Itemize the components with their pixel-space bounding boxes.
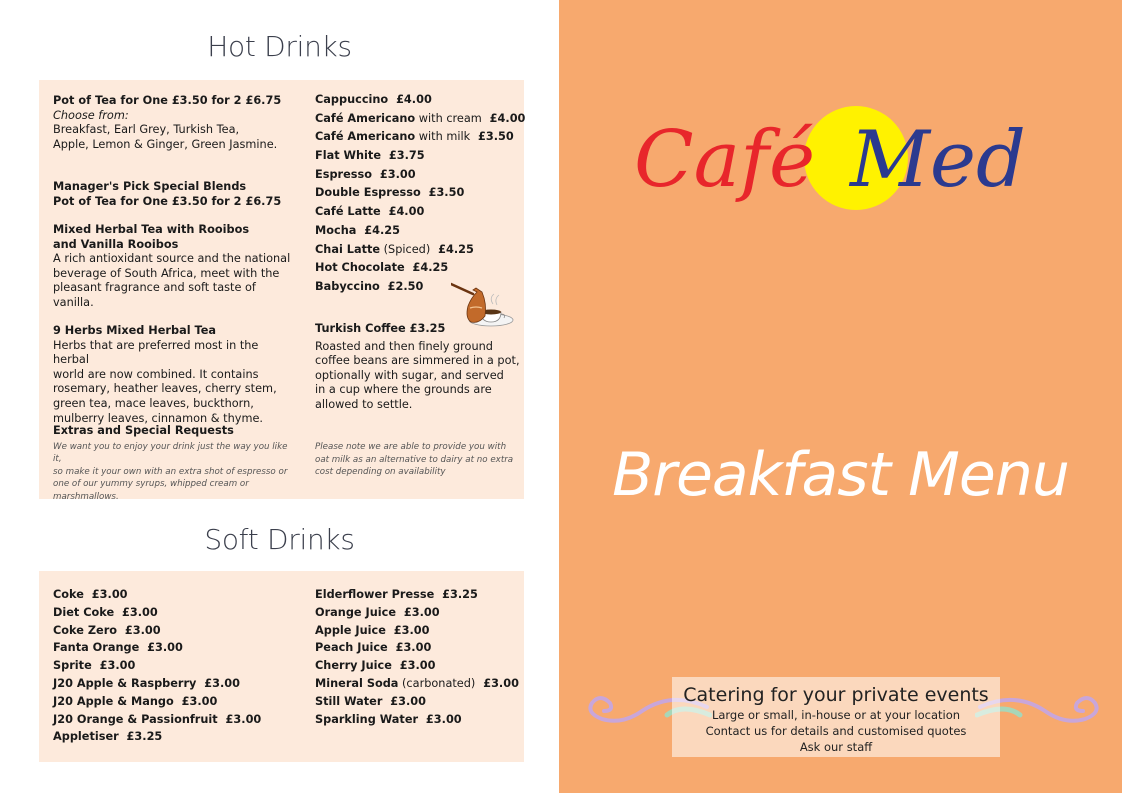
soft-drink-item-price: £3.00 bbox=[387, 641, 432, 655]
soft-drink-item bbox=[53, 677, 298, 695]
coffee-item-price: £4.25 bbox=[430, 242, 474, 256]
herbal-rooibos-desc2: beverage of South Africa, meet with the bbox=[53, 266, 280, 280]
soft-right-column bbox=[315, 588, 520, 730]
coffee-item bbox=[315, 168, 520, 187]
manager-pick-block bbox=[53, 180, 293, 209]
soft-drink-item-price: £3.00 bbox=[475, 676, 519, 690]
soft-drink-item bbox=[315, 695, 520, 713]
coffee-item-note: (Spiced) bbox=[380, 242, 431, 256]
turkish-coffee-title: Turkish Coffee £3.25 bbox=[315, 322, 446, 335]
soft-drink-item-price: £3.00 bbox=[114, 605, 158, 619]
nine-herbs-block bbox=[53, 324, 293, 426]
coffee-item-price: £4.00 bbox=[481, 111, 526, 125]
coffee-item bbox=[315, 149, 520, 168]
nine-herbs-title: 9 Herbs Mixed Herbal Tea bbox=[53, 324, 216, 337]
coffee-item bbox=[315, 186, 520, 205]
soft-drink-item-name: Cherry Juice bbox=[315, 659, 392, 673]
coffee-item-price: £4.00 bbox=[380, 205, 425, 219]
coffee-item-price: £2.50 bbox=[379, 279, 424, 293]
soft-drink-item-name: Appletiser bbox=[53, 730, 119, 744]
coffee-item-name: Espresso bbox=[315, 167, 372, 181]
soft-drinks-title: Soft Drinks bbox=[204, 523, 355, 556]
extras-desc2: so make it your own with an extra shot of espresso or bbox=[53, 466, 288, 477]
herbal-rooibos-desc4: vanilla. bbox=[53, 295, 94, 309]
soft-drink-item-name: Mineral Soda bbox=[315, 676, 399, 690]
turkish-coffee-block bbox=[315, 322, 520, 413]
extras-block bbox=[53, 424, 293, 503]
herbal-rooibos-title1: Mixed Herbal Tea with Rooibos bbox=[53, 223, 250, 236]
turkish-desc5: allowed to settle. bbox=[315, 397, 413, 411]
soft-drink-item bbox=[53, 713, 298, 731]
soft-drink-item bbox=[53, 695, 298, 713]
coffee-item-note: with cream bbox=[415, 111, 482, 125]
pot-of-tea-title: Pot of Tea for One £3.50 for 2 £6.75 bbox=[53, 94, 282, 107]
nine-herbs-desc2: world are now combined. It contains bbox=[53, 367, 259, 381]
hot-drinks-title: Hot Drinks bbox=[207, 30, 352, 63]
nine-herbs-desc5: mulberry leaves, cinnamon & thyme. bbox=[53, 411, 263, 425]
turkish-desc4: in a cup where the grounds are bbox=[315, 383, 492, 397]
soft-drink-item bbox=[315, 641, 520, 659]
soft-drink-item-name: Apple Juice bbox=[315, 623, 386, 637]
herbal-rooibos-desc1: A rich antioxidant source and the national bbox=[53, 252, 291, 266]
oat-note1: Please note we are able to provide you with bbox=[315, 442, 507, 452]
soft-drink-item-price: £3.00 bbox=[196, 676, 241, 690]
coffee-item-name: Hot Chocolate bbox=[315, 261, 405, 275]
soft-drink-item-name: J20 Apple & Raspberry bbox=[53, 676, 197, 690]
soft-drink-item bbox=[53, 659, 298, 677]
coffee-item-name: Café Americano bbox=[315, 111, 416, 125]
catering-title: Catering for your private events bbox=[683, 684, 989, 706]
turkish-desc1: Roasted and then finely ground bbox=[315, 339, 493, 353]
soft-drink-item-price: £3.00 bbox=[117, 623, 161, 637]
coffee-item-name: Flat White bbox=[315, 149, 381, 163]
coffee-item-price: £3.75 bbox=[380, 149, 425, 163]
soft-drink-item-price: £3.25 bbox=[118, 730, 163, 744]
soft-drink-item-name: Diet Coke bbox=[53, 605, 115, 619]
turkish-coffee-description bbox=[315, 340, 520, 413]
oat-milk-note bbox=[315, 441, 525, 479]
coffee-item-price: £4.25 bbox=[404, 261, 449, 275]
oat-note3: cost depending on availability bbox=[315, 467, 446, 477]
soft-drink-item-price: £3.00 bbox=[173, 694, 218, 708]
choose-from-label: Choose from: bbox=[53, 108, 129, 122]
coffee-item-price: £4.25 bbox=[356, 223, 400, 237]
soft-drink-item bbox=[53, 624, 298, 642]
soft-drink-item-price: £3.00 bbox=[217, 712, 262, 726]
coffee-list bbox=[315, 93, 526, 299]
coffee-item-name: Mocha bbox=[315, 223, 357, 237]
soft-drink-item-price: £3.00 bbox=[391, 659, 436, 673]
soft-left-column bbox=[53, 588, 298, 748]
soft-drink-item-name: Elderflower Presse bbox=[315, 588, 435, 601]
catering-line2: Contact us for details and customised quotes bbox=[705, 724, 967, 738]
soft-drink-item-price: £3.00 bbox=[396, 605, 440, 619]
hot-drinks-panel bbox=[39, 80, 526, 502]
soft-drink-item-name: Sparkling Water bbox=[315, 712, 419, 726]
tea-options-line2: Apple, Lemon & Ginger, Green Jasmine. bbox=[53, 137, 278, 151]
soft-drink-item bbox=[315, 606, 520, 624]
coffee-item-price: £3.50 bbox=[470, 130, 514, 144]
coffee-item bbox=[315, 243, 520, 262]
coffee-item-name: Double Espresso bbox=[315, 186, 421, 200]
soft-drink-item bbox=[315, 659, 520, 677]
turkish-desc2: coffee beans are simmered in a pot, bbox=[315, 354, 520, 368]
soft-drink-item bbox=[53, 641, 298, 659]
extras-desc4: marshmallows. bbox=[53, 491, 119, 502]
coffee-item bbox=[315, 130, 520, 149]
coffee-item-name: Cappuccino bbox=[315, 93, 389, 106]
manager-pick-title: Manager's Pick Special Blends bbox=[53, 180, 247, 193]
breakfast-menu-title: Breakfast Menu bbox=[612, 440, 1069, 510]
nine-herbs-desc4: green tea, mace leaves, buckthorn, bbox=[53, 396, 254, 410]
extras-description bbox=[53, 441, 293, 504]
soft-drink-item-name: J20 Apple & Mango bbox=[53, 694, 174, 708]
coffee-item bbox=[315, 111, 526, 131]
soft-drink-item bbox=[53, 606, 298, 624]
soft-drink-item bbox=[53, 588, 298, 606]
soft-drink-item-name: Orange Juice bbox=[315, 605, 396, 619]
oat-note2: oat milk as an alternative to dairy at no extra bbox=[315, 454, 514, 465]
hot-right-column bbox=[315, 93, 526, 477]
soft-drink-item-name: J20 Orange & Passionfruit bbox=[53, 712, 218, 726]
soft-drink-item-price: £3.00 bbox=[91, 659, 136, 673]
catering-line1: Large or small, in-house or at your location bbox=[711, 708, 961, 722]
coffee-item-name: Chai Latte bbox=[315, 242, 381, 256]
soft-drink-item-price: £3.00 bbox=[83, 588, 128, 601]
coffee-item-name: Babyccino bbox=[315, 279, 380, 293]
soft-drink-item-price: £3.00 bbox=[139, 641, 183, 655]
soft-drink-item bbox=[315, 713, 520, 731]
extras-desc3: one of our yummy syrups, whipped cream or bbox=[53, 479, 249, 490]
herbal-rooibos-title2: and Vanilla Rooibos bbox=[53, 237, 179, 251]
coffee-item-name: Café Latte bbox=[315, 205, 381, 219]
nine-herbs-desc1: Herbs that are preferred most in the herbal bbox=[53, 338, 259, 367]
soft-drink-item bbox=[315, 588, 520, 606]
pot-of-tea-block bbox=[53, 94, 293, 152]
soft-drink-item bbox=[315, 624, 520, 642]
cafe-text: Café bbox=[634, 115, 816, 205]
soft-drink-item-name: Peach Juice bbox=[315, 641, 388, 655]
soft-drink-item-note: (carbonated) bbox=[398, 676, 476, 690]
tea-options-line1: Breakfast, Earl Grey, Turkish Tea, bbox=[53, 123, 240, 137]
coffee-item-price: £4.00 bbox=[388, 93, 432, 106]
extras-title: Extras and Special Requests bbox=[53, 424, 234, 437]
soft-drink-item-name: Coke Zero bbox=[53, 623, 118, 637]
coffee-item-price: £3.00 bbox=[371, 167, 416, 181]
coffee-item-name: Café Americano bbox=[315, 130, 416, 144]
soft-drink-item-name: Still Water bbox=[315, 694, 383, 708]
extras-desc1: We want you to enjoy your drink just the way you like it, bbox=[53, 441, 288, 465]
soft-drink-item-price: £3.00 bbox=[418, 712, 462, 726]
soft-drink-item-price: £3.00 bbox=[385, 623, 430, 637]
soft-drink-item-name: Coke bbox=[53, 588, 84, 601]
coffee-item bbox=[315, 205, 520, 224]
soft-drink-item bbox=[315, 677, 520, 695]
cafe-med-logo bbox=[632, 98, 1052, 218]
turkish-coffee-pot-icon bbox=[451, 278, 515, 330]
catering-box bbox=[672, 677, 1000, 757]
coffee-item-price: £3.50 bbox=[420, 186, 465, 200]
herbal-rooibos-block bbox=[53, 223, 293, 311]
coffee-item-note: with milk bbox=[415, 130, 471, 144]
coffee-item bbox=[315, 224, 520, 243]
med-text: Med bbox=[850, 115, 1026, 205]
herbal-rooibos-desc3: pleasant fragrance and soft taste of bbox=[53, 281, 256, 295]
soft-drink-item-price: £3.00 bbox=[382, 694, 427, 708]
catering-line3: Ask our staff bbox=[799, 740, 873, 754]
soft-drinks-panel bbox=[39, 571, 524, 762]
nine-herbs-desc3: rosemary, heather leaves, cherry stem, bbox=[53, 382, 277, 396]
soft-drink-item bbox=[53, 730, 298, 748]
coffee-item bbox=[315, 93, 520, 112]
soft-drink-item-price: £3.25 bbox=[434, 588, 478, 601]
soft-drink-item-name: Sprite bbox=[53, 659, 92, 673]
soft-drink-item-name: Fanta Orange bbox=[53, 641, 140, 655]
turkish-desc3: optionally with sugar, and served bbox=[315, 368, 504, 382]
manager-pick-price: Pot of Tea for One £3.50 for 2 £6.75 bbox=[53, 194, 282, 208]
